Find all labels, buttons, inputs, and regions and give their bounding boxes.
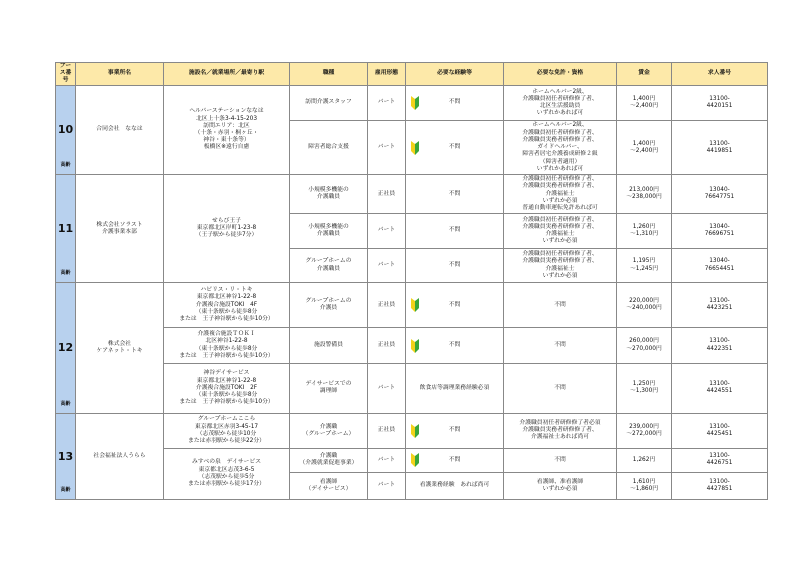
experience-required [406, 363, 504, 413]
experience-text: 看護業務経験 あれば尚可 [419, 482, 490, 489]
job-title: 小規模多機能の 介護職員 [290, 214, 368, 249]
job-title: 施設警備員 [290, 328, 368, 364]
experience-text: 飲食店等調理業務経験必須 [419, 384, 490, 391]
beginner-mark-icon [410, 298, 420, 312]
wage: 220,000円 ～240,000円 [617, 283, 672, 328]
booth-number: 12 [57, 341, 74, 355]
company-name: 株式会社 ケアネット・トキ [76, 283, 164, 414]
table-row [56, 85, 768, 121]
experience-required [406, 283, 504, 328]
header-job: 職種 [290, 63, 368, 86]
wage: 239,000円 ～272,000円 [617, 414, 672, 449]
beginner-mark-icon [410, 141, 420, 155]
header-license: 必要な免許・資格 [504, 63, 617, 86]
job-title: グループホームの 介護職員 [290, 248, 368, 283]
wage: 1,262円 [617, 448, 672, 472]
table-row [56, 175, 768, 214]
experience-text: 不問 [448, 261, 461, 268]
wage: 1,250円 ～1,300円 [617, 363, 672, 413]
experience-text: 不問 [448, 99, 461, 106]
company-name: 社会福祉法人うらら [76, 414, 164, 500]
booth-area: 高齢 [60, 400, 71, 407]
experience-required [406, 121, 504, 175]
job-title: 訪問介護スタッフ [290, 85, 368, 121]
experience-required [406, 328, 504, 364]
license-required: ホームヘルパー2級、 介護職員初任者研修修了者、 介護職員実務者研修修了者、 ガイドヘルパー、 障害者居宅介護養成研修２級 （障害者適用） いずれかあれば可 [504, 121, 617, 175]
employment-type: パート [368, 472, 406, 499]
wage: 1,610円 ～1,860円 [617, 472, 672, 499]
experience-required [406, 85, 504, 121]
experience-required [406, 214, 504, 249]
booth-area: 高齢 [60, 486, 71, 493]
wage: 1,400円 ～2,400円 [617, 121, 672, 175]
wage: 1,195円 ～1,245円 [617, 248, 672, 283]
header-row [56, 63, 768, 86]
job-number: 13100- 4426751 [672, 448, 768, 472]
table-row [56, 414, 768, 449]
wage: 213,000円 ～238,000円 [617, 175, 672, 214]
job-number: 13100- 4427851 [672, 472, 768, 499]
wage: 1,260円 ～1,310円 [617, 214, 672, 249]
license-required: ホームヘルパー2級、 介護職員初任者研修修了者、 北区生活援助員 いずれかあれば可 [504, 85, 617, 121]
job-title: デイサービスでの 調理師 [290, 363, 368, 413]
wage: 1,400円 ～2,400円 [617, 85, 672, 121]
experience-required [406, 248, 504, 283]
job-number: 13040- 76696751 [672, 214, 768, 249]
facility-info: ハピリス・リ・トキ 東京都北区神谷1-22-8 介護複合施設TOKI 4F （東十条駅から徒歩8分 または 王子神谷駅から徒歩10分） [164, 283, 290, 328]
facility-info: みすべの泉 デイサービス 東京都北区志茂3-6-5 （志茂駅から徒歩5分 または赤羽駅から徒歩17分） [164, 448, 290, 499]
header-booth: ブース番号 [56, 63, 76, 86]
booth-cell [56, 414, 76, 500]
employment-type: 正社員 [368, 328, 406, 364]
license-required: 不問 [504, 328, 617, 364]
experience-required [406, 448, 504, 472]
employment-type: パート [368, 85, 406, 121]
table-row [56, 283, 768, 328]
experience-text: 不問 [448, 341, 461, 348]
booth-cell [56, 283, 76, 414]
header-company: 事業所名 [76, 63, 164, 86]
beginner-mark-icon [410, 453, 420, 467]
header-facility: 施設名／就業場所／最寄り駅 [164, 63, 290, 86]
job-number: 13100- 4424551 [672, 363, 768, 413]
beginner-mark-icon [410, 339, 420, 353]
booth-cell [56, 85, 76, 175]
job-title: 介護職 （グループホーム） [290, 414, 368, 449]
employment-type: パート [368, 448, 406, 472]
beginner-mark-icon [410, 424, 420, 438]
facility-info: せらび王子 東京都北区岸町1-23-8 （王子駅から徒歩7分） [164, 175, 290, 283]
job-number: 13100- 4419851 [672, 121, 768, 175]
job-number: 13040- 76647751 [672, 175, 768, 214]
booth-area: 高齢 [60, 162, 71, 169]
employment-type: パート [368, 363, 406, 413]
header-experience: 必要な経験等 [406, 63, 504, 86]
facility-info: グループホームここら 東京都北区赤羽3-45-17 （志茂駅から徒歩10分 または赤羽駅から徒歩22分） [164, 414, 290, 449]
experience-text: 不問 [448, 190, 461, 197]
license-required: 介護職員初任者研修修了者、 介護職員実務者研修修了者、 介護福祉士 いずれか必須 [504, 248, 617, 283]
job-number: 13100- 4423251 [672, 283, 768, 328]
header-wage: 賃金 [617, 63, 672, 86]
employment-type: 正社員 [368, 414, 406, 449]
header-number: 求人番号 [672, 63, 768, 86]
experience-text: 不問 [448, 456, 461, 463]
beginner-mark-icon [410, 96, 420, 110]
employment-type: 正社員 [368, 175, 406, 214]
facility-info: ヘルパーステーションななは 北区上十条3-4-15-203 訪問エリア：北区 （十条・赤羽・桐ヶ丘・ 神谷・東十条等） 板橋区※遠行自慮 [164, 85, 290, 175]
booth-number: 10 [57, 123, 74, 137]
job-title: グループホームの 介護員 [290, 283, 368, 328]
employment-type: パート [368, 214, 406, 249]
job-number: 13040- 76654451 [672, 248, 768, 283]
license-required: 介護職員初任者研修修了者、 介護職員実務者研修修了者、 介護福祉士 いずれか必須 [504, 214, 617, 249]
experience-text: 不問 [448, 427, 461, 434]
employment-type: 正社員 [368, 283, 406, 328]
job-number: 13100- 4420151 [672, 85, 768, 121]
company-name: 株式会社ソラスト 介護事業本部 [76, 175, 164, 283]
license-required: 介護職員初任者研修修了者、 介護職員実務者研修修了者、 介護福祉士 いずれか必須 普通自動車運転免許あれば可 [504, 175, 617, 214]
experience-text: 不問 [448, 144, 461, 151]
experience-text: 不問 [448, 227, 461, 234]
job-number: 13100- 4425451 [672, 414, 768, 449]
booth-cell [56, 175, 76, 283]
license-required: 不問 [504, 363, 617, 413]
booth-number: 11 [57, 221, 74, 235]
license-required: 不問 [504, 448, 617, 472]
experience-required [406, 472, 504, 499]
job-number: 13100- 4422351 [672, 328, 768, 364]
job-title: 看護師 （デイサービス） [290, 472, 368, 499]
job-title: 介護職 （介護就業促進事業） [290, 448, 368, 472]
facility-info: 神谷デイサービス 東京都北区神谷1-22-8 介護複合施設TOKI 2F （東十条駅から徒歩8分 または 王子神谷駅から徒歩10分） [164, 363, 290, 413]
booth-area: 高齢 [60, 270, 71, 277]
job-title: 小規模多機能の 介護職員 [290, 175, 368, 214]
job-fair-table [55, 62, 768, 500]
license-required: 看護師、准看護師 いずれか必須 [504, 472, 617, 499]
experience-text: 不問 [448, 301, 461, 308]
experience-required [406, 414, 504, 449]
booth-number: 13 [57, 449, 74, 463]
employment-type: パート [368, 248, 406, 283]
experience-required [406, 175, 504, 214]
job-title: 障害者総合支援 [290, 121, 368, 175]
license-required: 不問 [504, 283, 617, 328]
company-name: 合同会社 ななは [76, 85, 164, 175]
wage: 260,000円 ～270,000円 [617, 328, 672, 364]
header-employment: 雇用形態 [368, 63, 406, 86]
facility-info: 介護複合施設ＴＯＫＩ 北区神谷1-22-8 （東十条駅から徒歩8分 または 王子神谷駅から徒歩10分） [164, 328, 290, 364]
license-required: 介護職員初任者研修修了者必須 介護職員実務者研修修了者、 介護福祉士あれば尚可 [504, 414, 617, 449]
employment-type: パート [368, 121, 406, 175]
